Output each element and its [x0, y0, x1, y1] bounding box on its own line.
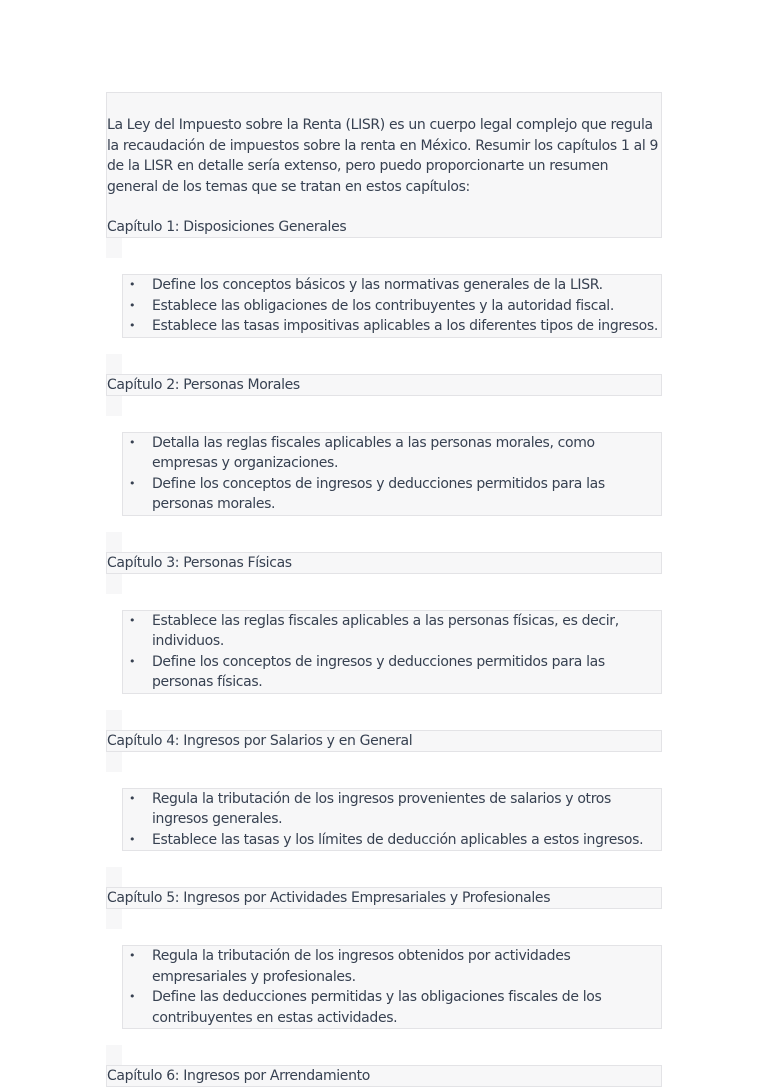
list-item: • Define los conceptos de ingresos y deducciones permitidos para las personas físicas. [123, 652, 661, 693]
spacer [106, 867, 662, 887]
chapter-4-heading: Capítulo 4: Ingresos por Salarios y en General [107, 732, 413, 749]
spacer [106, 710, 662, 730]
chapter-6-heading-block [106, 1065, 662, 1087]
chapter-2-heading: Capítulo 2: Personas Morales [107, 376, 300, 393]
spacer [106, 1045, 662, 1065]
list-item: • Define los conceptos de ingresos y deducciones permitidos para las personas morales. [123, 474, 661, 515]
chapter-2-heading-block [106, 374, 662, 396]
chapter-3-list [122, 610, 662, 694]
chapter-5-heading: Capítulo 5: Ingresos por Actividades Empresariales y Profesionales [107, 890, 551, 906]
list-item: • Establece las tasas impositivas aplicables a los diferentes tipos de ingresos. [123, 316, 661, 337]
list-item: • Establece las tasas y los límites de deducción aplicables a estos ingresos. [123, 830, 661, 851]
spacer [106, 574, 662, 594]
intro-block [106, 92, 662, 238]
chapter-2-list [122, 432, 662, 516]
chapter-6-heading: Capítulo 6: Ingresos por Arrendamiento [107, 1068, 370, 1084]
list-item: • Regula la tributación de los ingresos provenientes de salarios y otros ingresos generales. [123, 789, 661, 830]
chapter-3-heading: Capítulo 3: Personas Físicas [107, 554, 292, 571]
intro-paragraph: La Ley del Impuesto sobre la Renta (LISR) es un cuerpo legal complejo que regula la recaudación de impuestos sobre la renta en México. Resumir los capítulos 1 al 9 de la LISR en detalle sería extenso, pero puedo proporcionarte un resumen general de los temas que se tratan en estos capítulos: [107, 117, 659, 195]
chapter-1-list-wrap [106, 274, 662, 338]
chapter-5-list [122, 945, 662, 1029]
document-body [106, 92, 662, 1087]
chapter-4-heading-block [106, 730, 662, 752]
list-item: • Detalla las reglas fiscales aplicables a las personas morales, como empresas y organizaciones. [123, 433, 661, 474]
chapter-4-list-wrap [106, 788, 662, 852]
chapter-5-heading-block [106, 887, 662, 909]
chapter-1-heading: Capítulo 1: Disposiciones Generales [107, 219, 347, 235]
spacer [106, 909, 662, 929]
list-item: • Regula la tributación de los ingresos obtenidos por actividades empresariales y profesionales. [123, 946, 661, 987]
chapter-3-list-wrap [106, 610, 662, 694]
spacer [106, 532, 662, 552]
spacer [106, 752, 662, 772]
chapter-5-list-wrap [106, 945, 662, 1029]
chapter-4-list [122, 788, 662, 852]
list-item: • Define los conceptos básicos y las normativas generales de la LISR. [123, 275, 661, 296]
spacer [106, 396, 662, 416]
list-item: • Establece las reglas fiscales aplicables a las personas físicas, es decir, individuos. [123, 611, 661, 652]
spacer [106, 354, 662, 374]
spacer [106, 238, 662, 258]
list-item: • Establece las obligaciones de los contribuyentes y la autoridad fiscal. [123, 296, 661, 317]
chapter-2-list-wrap [106, 432, 662, 516]
list-item: • Define las deducciones permitidas y las obligaciones fiscales de los contribuyentes en estas actividades. [123, 987, 661, 1028]
chapter-3-heading-block [106, 552, 662, 574]
chapter-1-list [122, 274, 662, 338]
